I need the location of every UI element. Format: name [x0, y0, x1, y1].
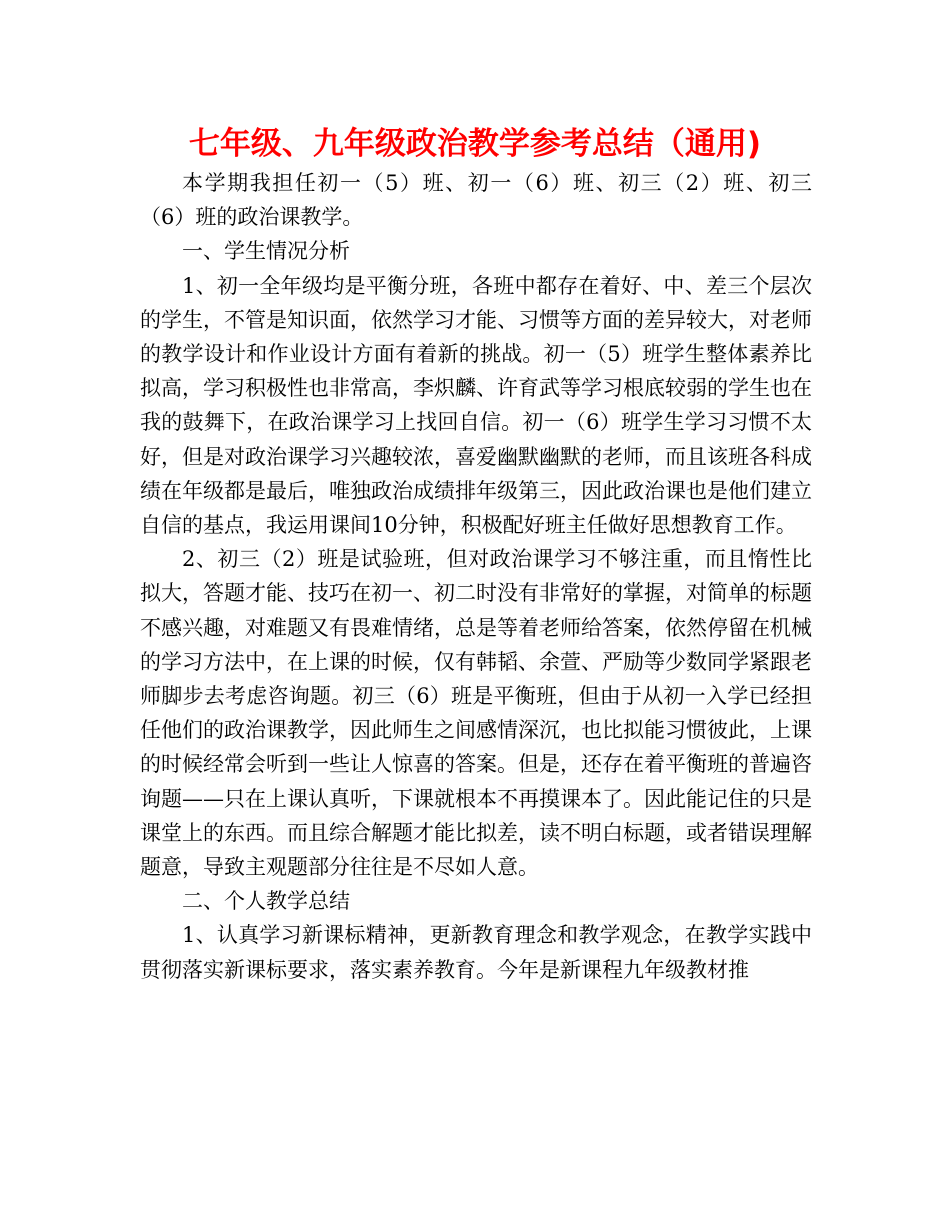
section-heading-student-analysis: 一、学生情况分析 [182, 239, 350, 264]
document-body [140, 166, 812, 987]
intro-paragraph: 本学期我担任初一（5）班、初一（6）班、初三（2）班、初三（6）班的政治课教学。 [140, 171, 812, 230]
paragraph-grade-seven-classes: 1、初一全年级均是平衡分班，各班中都存在着好、中、差三个层次的学生，不管是知识面，依然学习才能、习惯等方面的差异较大，对老师的教学设计和作业设计方面有着新的挑战。初一（5）班学生整体素养比拟高，学习积极性也非常高，李炽麟、许育武等学习根底较弱的学生也在我的鼓舞下，在政治课学习上找回自信。初一（6）班学生学习习惯不太好，但是对政治课学习兴趣较浓，喜爱幽默幽默的老师，而且该班各科成绩在年级都是最后，唯独政治成绩排年级第三，因此政治课也是他们建立自信的基点，我运用课间10分钟，积极配好班主任做好思想教育工作。 [140, 273, 812, 538]
section-heading-personal-summary: 二、个人教学总结 [182, 889, 350, 914]
paragraph-grade-nine-classes: 2、初三（2）班是试验班，但对政治课学习不够注重，而且惰性比拟大，答题才能、技巧在初一、初二时没有非常好的掌握，对简单的标题不感兴趣，对难题又有畏难情绪，总是等着老师给答案，依然停留在机械的学习方法中，在上课的时候，仅有韩韬、余萱、严励等少数同学紧跟老师脚步去考虑咨询题。初三（6）班是平衡班，但由于从初一入学已经担任他们的政治课教学，因此师生之间感情深沉，也比拟能习惯彼此，上课的时候经常会听到一些让人惊喜的答案。但是，还存在着平衡班的普遍咨询题——只在上课认真听，下课就根本不再摸课本了。因此能记住的只是课堂上的东西。而且综合解题才能比拟差，读不明白标题，或者错误理解题意，导致主观题部分往往是不尽如人意。 [140, 547, 812, 880]
paragraph-new-curriculum: 1、认真学习新课标精神，更新教育理念和教学观念，在教学实践中贯彻落实新课标要求，落实素养教育。今年是新课程九年级教材推 [140, 923, 812, 982]
document-title: 七年级、九年级政治教学参考总结（通用) [188, 126, 762, 162]
